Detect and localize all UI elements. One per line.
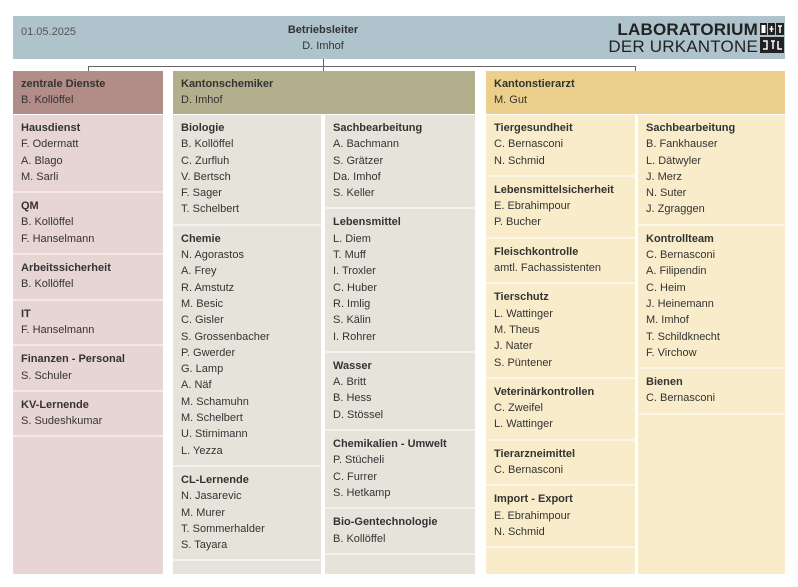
section-block [173, 115, 321, 226]
section-title: Biologie [181, 122, 225, 134]
staff-name: J. Heinemann [646, 297, 714, 310]
staff-name: R. Imlig [333, 297, 371, 310]
staff-name: B. Kollöffel [21, 216, 74, 229]
staff-name: S. Grossenbacher [181, 330, 270, 343]
kantonschemiker-left-column [173, 115, 321, 574]
staff-name: C. Gisler [181, 314, 224, 327]
zentral-header [13, 71, 163, 114]
section-title: Bio-Gentechnologie [333, 516, 438, 529]
staff-name: T. Schildknecht [646, 330, 720, 343]
section-title: Tiergesundheit [494, 122, 573, 134]
section-block [13, 392, 163, 438]
kantonschemiker-title: Kantonschemiker [181, 78, 274, 90]
staff-name: B. Fankhauser [646, 138, 718, 151]
staff-name: J. Zgraggen [646, 203, 705, 216]
section-title: CL-Lernende [181, 473, 249, 486]
section-title: Kontrollteam [646, 232, 714, 245]
boss-title: Betriebsleiter [287, 24, 359, 36]
staff-name: S. Tayara [181, 539, 228, 552]
section-block [638, 115, 785, 226]
section-block [13, 115, 163, 193]
staff-name: L. Yezza [181, 444, 223, 457]
section-block [173, 467, 321, 561]
staff-name: M. Schelbert [181, 412, 243, 425]
logo-line-2: DER URKANTONE [608, 37, 758, 56]
staff-name: S. Schuler [21, 369, 72, 382]
staff-name: S. Hetkamp [333, 486, 391, 499]
section-block [13, 193, 163, 255]
staff-name: F. Hanselmann [21, 232, 95, 245]
staff-name: N. Jasarevic [181, 490, 242, 503]
staff-name: M. Theus [494, 323, 540, 336]
staff-name: G. Lamp [181, 363, 224, 376]
staff-name: F. Hanselmann [21, 323, 95, 336]
staff-name: I. Troxler [333, 265, 376, 278]
section-title: Lebensmittelsicherheit [494, 183, 614, 196]
canton-crests-logo [760, 23, 784, 53]
section-title: Sachbearbeitung [646, 122, 736, 134]
staff-name: B. Hess [333, 392, 372, 405]
date-label: 01.05.2025 [21, 26, 77, 38]
section-block [13, 255, 163, 301]
section-block [325, 509, 475, 555]
connector-horizontal [88, 66, 636, 67]
section-block [486, 486, 635, 548]
staff-name: P. Stücheli [333, 454, 385, 467]
kantonstierarzt-title: Kantonstierarzt [494, 78, 575, 90]
section-title: QM [21, 200, 39, 213]
kantonstierarzt-head: M. Gut [494, 94, 528, 106]
staff-name: J. Merz [646, 170, 683, 183]
staff-name: L. Dätwyler [646, 154, 702, 167]
section-block [173, 226, 321, 467]
section-title: Bienen [646, 376, 683, 389]
staff-name: D. Stössel [333, 408, 384, 421]
section-block [325, 115, 475, 209]
staff-name: C. Bernasconi [646, 249, 716, 262]
section-title: Chemie [181, 232, 221, 245]
staff-name: S. Kälin [333, 314, 371, 327]
staff-name: P. Bucher [494, 216, 541, 229]
staff-name: A. Britt [333, 376, 367, 389]
section-title: Chemikalien - Umwelt [333, 438, 447, 451]
staff-name: J. Nater [494, 340, 533, 353]
zentral-title: zentrale Dienste [21, 78, 106, 90]
logo-line-1: LABORATORIUM [617, 20, 758, 39]
section-title: IT [21, 307, 31, 320]
kantonstierarzt-left-column [486, 115, 635, 574]
staff-name: C. Huber [333, 281, 378, 294]
staff-name: M. Sarli [21, 170, 59, 183]
section-title: Fleischkontrolle [494, 245, 579, 258]
section-block [325, 209, 475, 352]
staff-name: C. Heim [646, 281, 686, 294]
staff-name: T. Muff [333, 249, 366, 262]
staff-name: E. Ebrahimpour [494, 200, 571, 213]
section-title: Arbeitssicherheit [21, 262, 111, 275]
staff-name: F. Virchow [646, 346, 697, 359]
staff-name: P. Gwerder [181, 346, 236, 359]
section-title: Finanzen - Personal [21, 353, 125, 366]
section-block [486, 115, 635, 177]
staff-name: B. Kollöffel [181, 138, 234, 151]
staff-name: U. Stirnimann [181, 428, 248, 441]
section-block [486, 441, 635, 487]
staff-name: S. Püntener [494, 356, 553, 369]
section-block [486, 284, 635, 378]
staff-name: S. Keller [333, 187, 375, 200]
staff-name: F. Sager [181, 187, 222, 200]
section-block [638, 369, 785, 415]
logo-text [608, 21, 758, 55]
section-title: Hausdienst [21, 122, 81, 134]
section-block [13, 301, 163, 347]
staff-name: C. Bernasconi [494, 464, 564, 477]
kantonstierarzt-header [486, 71, 785, 114]
staff-name: L. Diem [333, 232, 371, 245]
staff-name: A. Filipendin [646, 265, 707, 278]
section-title: Veterinärkontrollen [494, 385, 595, 398]
zentral-column [13, 115, 163, 574]
staff-name: N. Suter [646, 187, 687, 200]
section-title: Import - Export [494, 493, 573, 506]
section-block [486, 177, 635, 239]
kantonschemiker-right-column [325, 115, 475, 574]
section-title: Tierarzneimittel [494, 447, 576, 460]
kantonstierarzt-right-column [638, 115, 785, 574]
staff-name: S. Grätzer [333, 154, 384, 167]
staff-name: F. Odermatt [21, 138, 79, 151]
staff-name: A. Blago [21, 154, 63, 167]
staff-name: L. Wattinger [494, 307, 553, 320]
staff-name: Da. Imhof [333, 170, 381, 183]
staff-name: L. Wattinger [494, 418, 553, 431]
staff-name: T. Schelbert [181, 203, 240, 216]
staff-name: A. Näf [181, 379, 212, 392]
section-block [13, 346, 163, 392]
section-title: Tierschutz [494, 291, 549, 304]
boss-box [13, 22, 633, 54]
staff-name: T. Sommerhalder [181, 522, 265, 535]
kantonschemiker-head: D. Imhof [181, 94, 223, 106]
staff-name: N. Agorastos [181, 249, 244, 262]
staff-name: N. Schmid [494, 525, 545, 538]
staff-name: S. Sudeshkumar [21, 415, 103, 428]
zentral-head: B. Kollöffel [21, 94, 74, 106]
staff-name: C. Furrer [333, 470, 377, 483]
section-title: Lebensmittel [333, 216, 401, 229]
staff-name: A. Bachmann [333, 138, 400, 151]
staff-name: B. Kollöffel [333, 532, 386, 545]
staff-name: M. Besic [181, 297, 224, 310]
section-title: KV-Lernende [21, 398, 89, 411]
section-block [325, 431, 475, 509]
section-block [638, 226, 785, 369]
staff-name: M. Murer [181, 506, 225, 519]
staff-name: C. Bernasconi [646, 392, 716, 405]
staff-name: N. Schmid [494, 154, 545, 167]
staff-name: A. Frey [181, 265, 217, 278]
staff-name: R. Amstutz [181, 281, 235, 294]
section-title: Sachbearbeitung [333, 122, 423, 134]
staff-name: amtl. Fachassistenten [494, 262, 601, 275]
staff-name: M. Imhof [646, 314, 689, 327]
staff-name: B. Kollöffel [21, 278, 74, 291]
staff-name: M. Schamuhn [181, 395, 249, 408]
staff-name: C. Bernasconi [494, 138, 564, 151]
staff-name: E. Ebrahimpour [494, 509, 571, 522]
staff-name: C. Zweifel [494, 402, 543, 415]
staff-name: V. Bertsch [181, 170, 231, 183]
section-block [486, 239, 635, 285]
staff-name: C. Zurfluh [181, 154, 230, 167]
section-block [325, 353, 475, 431]
section-block [486, 379, 635, 441]
kantonschemiker-header [173, 71, 475, 114]
staff-name: I. Rohrer [333, 330, 376, 343]
section-title: Wasser [333, 359, 372, 372]
boss-name: D. Imhof [302, 40, 344, 52]
